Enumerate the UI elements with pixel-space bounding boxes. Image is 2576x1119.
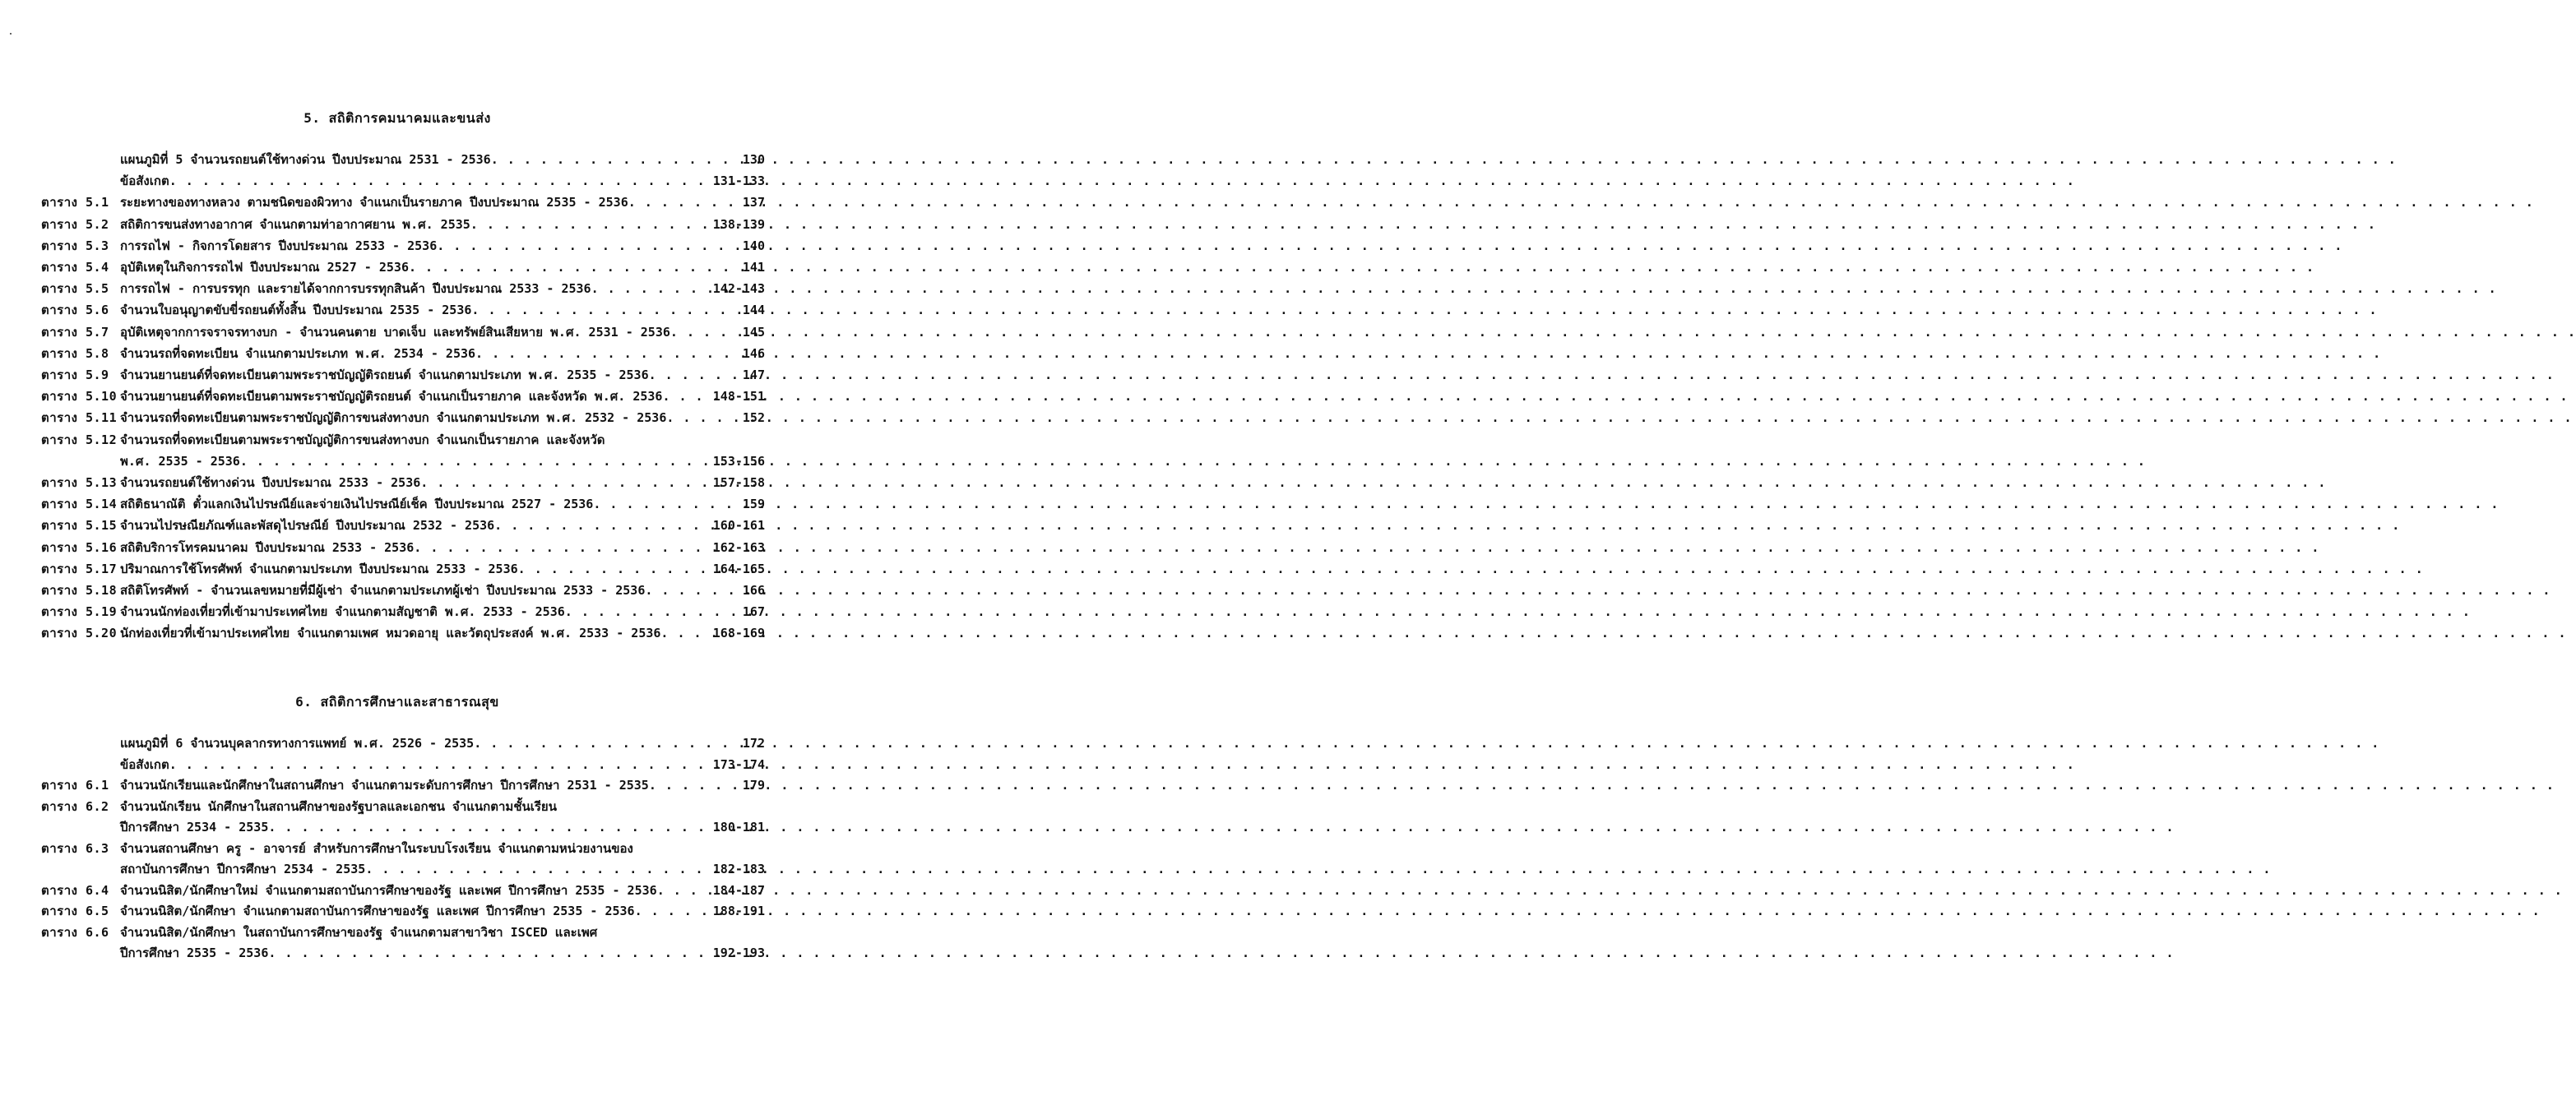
toc-entry — [41, 213, 765, 233]
toc-entry-label: ตาราง 5.4 — [41, 260, 109, 275]
toc-entry-page: 142-143 — [712, 281, 765, 297]
dot-leader — [414, 539, 706, 556]
toc-entry-page: 152 — [742, 410, 765, 426]
toc-entry — [41, 899, 765, 919]
toc-entry-title: จำนวนใบอนุญาตขับขี่รถยนต์ทั้งสิ้น ปีงบประมาณ 2535 - 2536 — [120, 303, 472, 318]
dot-leader — [491, 151, 706, 168]
toc-entry-title: การรถไฟ - กิจการโดยสาร ปีงบประมาณ 2533 - 2536 — [120, 238, 438, 253]
toc-entry-page: 141 — [742, 260, 765, 275]
dot-leader — [628, 194, 706, 210]
toc-entry-label: ตาราง 5.1 — [41, 195, 109, 210]
toc-entry-title: การรถไฟ - การบรรทุก และรายได้จากการบรรทุกสินค้า ปีงบประมาณ 2533 - 2536 — [120, 281, 591, 297]
toc-entry-label: ตาราง 5.6 — [41, 303, 109, 318]
dot-leader — [649, 777, 706, 793]
dot-leader — [565, 603, 706, 620]
toc-entry-page: 131-133 — [712, 173, 765, 189]
toc-entry-title: จำนวนนิสิต/นักศึกษาใหม่ จำแนกตามสถาบันการศึกษาของรัฐ และเพศ ปีการศึกษา 2535 - 2536 — [120, 882, 657, 898]
toc-entry-label: ตาราง 5.11 — [41, 410, 118, 426]
toc-entry-title: จำนวนสถานศึกษา ครู - อาจารย์ สำหรับการศึกษาในระบบโรงเรียน จำแนกตามหน่วยงานของ — [120, 840, 633, 856]
toc-entry-title: ปริมาณการใช้โทรศัพท์ จำแนกตามประเภท ปีงบประมาณ 2533 - 2536 — [120, 561, 518, 576]
toc-entry — [41, 921, 765, 941]
dot-leader — [268, 945, 706, 961]
dot-leader — [494, 517, 706, 534]
toc-entry-page: 180-181 — [712, 820, 765, 835]
toc-entry — [41, 342, 765, 362]
toc-entry — [41, 600, 765, 620]
toc-entry-title: สถิติบริการโทรคมนาคม ปีงบประมาณ 2533 - 2536 — [120, 539, 415, 555]
toc-entry-title: จำนวนนักเรียนและนักศึกษาในสถานศึกษา จำแนกตามระดับการศึกษา ปีการศึกษา 2531 - 2535 — [120, 778, 649, 793]
toc-entry — [41, 234, 765, 254]
toc-entry — [41, 579, 765, 599]
toc-entry-label: ตาราง 5.19 — [41, 604, 118, 620]
toc-entry-title: จำนวนรถที่จดทะเบียนตามพระราชบัญญัติการขนส่งทางบก จำแนกเป็นรายภาค และจังหวัด — [120, 432, 605, 447]
toc-entry-title: สถิติธนาณัติ ตั๋วแลกเงินไปรษณีย์และจ่ายเงินไปรษณีย์เช็ค ปีงบประมาณ 2527 - 2536 — [120, 497, 594, 512]
dot-leader — [666, 409, 706, 426]
toc-entry-page: 173-174 — [712, 756, 765, 772]
toc-entry-page: 159 — [742, 497, 765, 512]
toc-entry-title: จำนวนรถที่จดทะเบียน จำแนกตามประเภท พ.ศ. 2534 - 2536 — [120, 345, 476, 361]
dot-leader — [649, 367, 706, 383]
toc-entry — [41, 321, 765, 340]
toc-entry-label: ตาราง 5.12 — [41, 432, 118, 447]
dot-leader — [670, 324, 706, 340]
dot-leader — [474, 735, 706, 751]
dot-leader — [635, 903, 706, 919]
toc-entry-title: จำนวนรถยนต์ใช้ทางด่วน ปีงบประมาณ 2533 - 2536 — [120, 475, 421, 490]
toc-entry-title: จำนวนนักเรียน นักศึกษาในสถานศึกษาของรัฐบาลและเอกชน จำแนกตามชั้นเรียน — [120, 798, 557, 814]
toc-entry-title: จำนวนรถที่จดทะเบียนตามพระราชบัญญัติการขนส่งทางบก จำแนกตามประเภท พ.ศ. 2532 - 2536 — [120, 410, 667, 426]
toc-entry-page: 162-163 — [712, 539, 765, 555]
dot-leader — [420, 474, 706, 491]
toc-entry-label: ตาราง 5.3 — [41, 238, 109, 253]
scan-speck — [10, 33, 12, 35]
toc-entry — [41, 148, 765, 168]
toc-entry — [41, 191, 765, 210]
toc-entry-label: ตาราง 6.1 — [41, 778, 109, 793]
section-5-title: 5. สถิติการคมนาคมและขนส่ง — [303, 110, 491, 126]
toc-entry-label: ตาราง 5.17 — [41, 561, 118, 576]
toc-entry-page: 144 — [742, 303, 765, 318]
toc-entry — [41, 277, 765, 297]
toc-entry — [41, 450, 765, 469]
dot-leader — [657, 882, 706, 899]
toc-entry-label: ตาราง 5.2 — [41, 216, 109, 232]
dot-leader — [593, 496, 706, 512]
toc-entry-title: จำนวนยานยนต์ที่จดทะเบียนตามพระราชบัญญัติรถยนต์ จำแนกเป็นรายภาค และจังหวัด พ.ศ. 2536 — [120, 389, 663, 405]
toc-entry-title: แผนภูมิที่ 6 จำนวนบุคลากรทางการแพทย์ พ.ศ. 2526 - 2535 — [120, 736, 475, 751]
toc-entry — [41, 363, 765, 383]
toc-entry-label: ตาราง 6.4 — [41, 882, 109, 898]
dot-leader — [437, 238, 706, 254]
toc-entry-label: ตาราง 5.18 — [41, 583, 118, 598]
toc-entry-label: ตาราง 5.14 — [41, 497, 118, 512]
toc-entry-page: 157-158 — [712, 475, 765, 490]
toc-entry — [41, 536, 765, 556]
toc-entry — [41, 858, 765, 877]
toc-entry-title: จำนวนนิสิต/นักศึกษา ในสถาบันการศึกษาของรัฐ จำแนกตามสาขาวิชา ISCED และเพศ — [120, 924, 598, 940]
toc-entry-title: ปีการศึกษา 2534 - 2535 — [120, 820, 269, 835]
toc-entry-title: จำนวนนิสิต/นักศึกษา จำแนกตามสถาบันการศึกษาของรัฐ และเพศ ปีการศึกษา 2535 - 2536 — [120, 904, 635, 918]
dot-leader — [365, 861, 706, 877]
dot-leader — [662, 388, 706, 405]
toc-entry-page: 145 — [742, 324, 765, 340]
toc-entry — [41, 622, 765, 641]
toc-entry-label: ตาราง 5.9 — [41, 368, 109, 382]
toc-entry-page: 147 — [742, 368, 765, 382]
toc-entry — [41, 428, 765, 448]
toc-entry-page: 148-151 — [712, 389, 765, 405]
section-6-title: 6. สถิติการศึกษาและสาธารณสุข — [295, 694, 499, 710]
toc-entry-title: สถิติโทรศัพท์ - จำนวนเลขหมายที่มีผู้เช่า จำแนกตามประเภทผู้เช่า ปีงบประมาณ 2533 - 2536 — [120, 583, 646, 598]
toc-entry-page: 140 — [742, 238, 765, 253]
toc-entry-title: ข้อสังเกต — [120, 756, 169, 772]
toc-entry-page: 179 — [742, 778, 765, 793]
toc-entry-page: 188-191 — [712, 904, 765, 918]
toc-entry-title: สถิติการขนส่งทางอากาศ จำแนกตามท่าอากาศยาน พ.ศ. 2535 — [120, 216, 470, 232]
toc-entry — [41, 298, 765, 318]
toc-entry — [41, 385, 765, 405]
toc-entry — [41, 514, 765, 534]
dot-leader — [470, 216, 706, 233]
dot-leader — [409, 259, 706, 275]
toc-entry-label: ตาราง 5.15 — [41, 518, 118, 534]
dot-leader — [660, 625, 706, 641]
dot-leader — [268, 819, 706, 835]
toc-entry — [41, 941, 765, 961]
toc-entry-label: ตาราง 5.20 — [41, 626, 118, 641]
toc-entry-label: ตาราง 5.13 — [41, 475, 118, 490]
toc-entry-label: ตาราง 5.10 — [41, 389, 118, 405]
toc-entry-title: สถาบันการศึกษา ปีการศึกษา 2534 - 2535 — [120, 862, 366, 876]
toc-entry-label: ตาราง 6.6 — [41, 924, 109, 940]
toc-entry-title: นักท่องเที่ยวที่เข้ามาประเทศไทย จำแนกตามเพศ หมวดอายุ และวัตถุประสงค์ พ.ศ. 2533 - 2536 — [120, 626, 661, 641]
dot-leader — [518, 561, 706, 577]
toc-entry-title: พ.ศ. 2535 - 2536 — [120, 453, 240, 469]
toc-entry-title: จำนวนนักท่องเที่ยวที่เข้ามาประเทศไทย จำแนกตามสัญชาติ พ.ศ. 2533 - 2536 — [120, 604, 565, 620]
toc-entry-page: 138-139 — [712, 216, 765, 232]
toc-entry-page: 137 — [742, 195, 765, 210]
toc-entry — [41, 816, 765, 835]
dot-leader — [645, 582, 706, 599]
toc-entry — [41, 471, 765, 491]
toc-entry-page: 130 — [742, 152, 765, 167]
toc-entry-page: 182-183 — [712, 862, 765, 876]
toc-entry-label: ตาราง 5.5 — [41, 281, 109, 297]
toc-entry-title: ข้อสังเกต — [120, 173, 169, 189]
toc-entry-page: 164-165 — [712, 561, 765, 576]
toc-entry-title: ระยะทางของทางหลวง ตามชนิดของผิวทาง จำแนกเป็นรายภาค ปีงบประมาณ 2535 - 2536 — [120, 195, 628, 210]
toc-entry-title: อุบัติเหตุจากการจราจรทางบก - จำนวนคนตาย บาดเจ็บ และทรัพย์สินเสียหาย พ.ศ. 2531 - 2536 — [120, 324, 670, 340]
toc-entry-page: 192-193 — [712, 946, 765, 960]
toc-entry-title: แผนภูมิที่ 5 จำนวนรถยนต์ใช้ทางด่วน ปีงบประมาณ 2531 - 2536 — [120, 152, 491, 167]
toc-entry — [41, 774, 765, 793]
toc-entry — [41, 879, 765, 899]
dot-leader — [240, 453, 706, 469]
toc-entry-page: 184-187 — [712, 882, 765, 898]
toc-entry-title: จำนวนยานยนต์ที่จดทะเบียนตามพระราชบัญญัติรถยนต์ จำแนกตามประเภท พ.ศ. 2535 - 2536 — [120, 368, 649, 382]
toc-entry — [41, 795, 765, 815]
dot-leader — [471, 302, 706, 318]
toc-entry-title: จำนวนไปรษณียภัณฑ์และพัสดุไปรษณีย์ ปีงบประมาณ 2532 - 2536 — [120, 518, 495, 534]
toc-entry — [41, 837, 765, 857]
toc-entry — [41, 492, 765, 512]
toc-entry-label: ตาราง 5.7 — [41, 324, 109, 340]
toc-entry — [41, 753, 765, 773]
dot-leader — [169, 756, 706, 773]
dot-leader — [475, 345, 706, 362]
toc-entry — [41, 256, 765, 275]
toc-entry-page: 153-156 — [712, 453, 765, 469]
toc-entry-label: ตาราง 6.3 — [41, 840, 109, 856]
toc-entry-label: ตาราง 5.16 — [41, 539, 118, 555]
toc-entry-title: อุบัติเหตุในกิจการรถไฟ ปีงบประมาณ 2527 - 2536 — [120, 260, 409, 275]
toc-entry-page: 146 — [742, 345, 765, 361]
toc-entry — [41, 169, 765, 189]
toc-entry-page: 166 — [742, 583, 765, 598]
dot-leader — [169, 173, 706, 189]
toc-entry-title: ปีการศึกษา 2535 - 2536 — [120, 946, 269, 960]
toc-entry-page: 160-161 — [712, 518, 765, 534]
toc-entry-page: 167 — [742, 604, 765, 620]
toc-entry-label: ตาราง 6.2 — [41, 798, 109, 814]
toc-entry-page: 168-169 — [712, 626, 765, 641]
toc-entry — [41, 732, 765, 751]
toc-entry-label: ตาราง 6.5 — [41, 904, 109, 918]
toc-entry-label: ตาราง 5.8 — [41, 345, 109, 361]
dot-leader — [591, 280, 706, 297]
toc-entry — [41, 557, 765, 577]
document-page — [0, 0, 795, 1119]
toc-entry-page: 172 — [742, 736, 765, 751]
toc-entry — [41, 406, 765, 426]
